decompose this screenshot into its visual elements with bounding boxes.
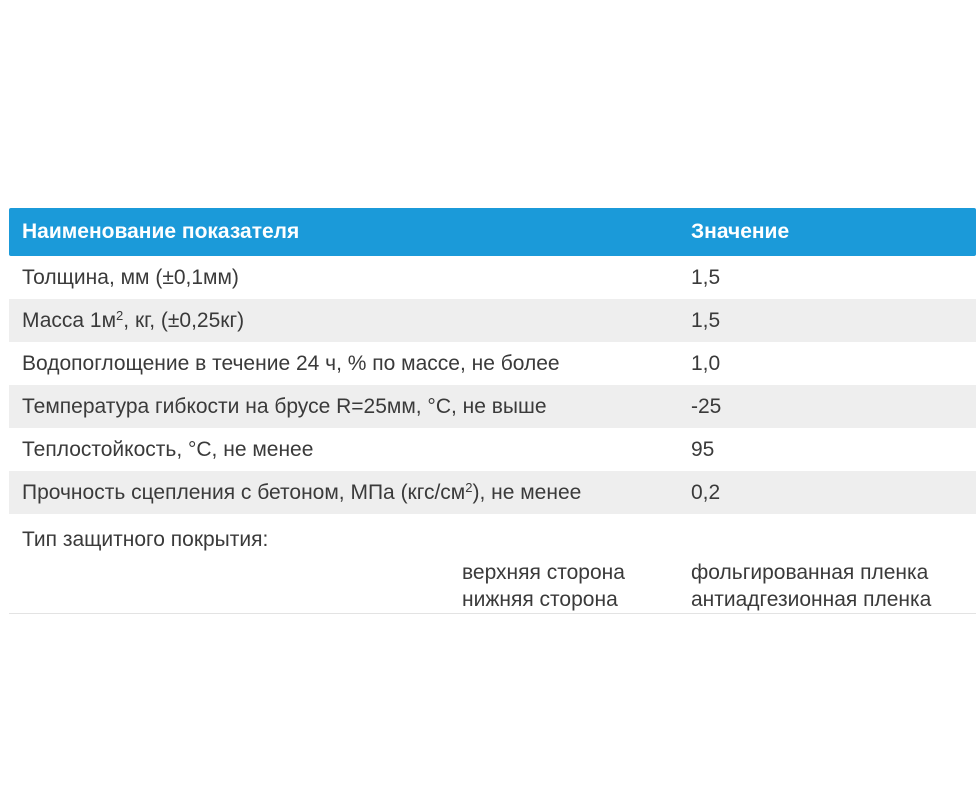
row-name-sup: 2 <box>116 307 124 323</box>
header-name: Наименование показателя <box>22 220 300 243</box>
row-value: 1,5 <box>691 265 721 289</box>
table-row-flexibility-temp <box>9 385 976 428</box>
header-value: Значение <box>691 220 790 243</box>
row-name-sup: 2 <box>465 479 473 495</box>
table-row-thickness <box>9 256 976 299</box>
row-value: 0,2 <box>691 480 721 504</box>
row-value: 1,5 <box>691 308 721 332</box>
row-name-post: , кг, (±0,25кг) <box>123 308 245 332</box>
row-name-pre: Масса 1м <box>22 308 117 332</box>
coating-title: Тип защитного покрытия: <box>22 528 269 551</box>
spec-table <box>9 208 976 614</box>
coating-side-value: фольгированная пленка <box>691 561 929 584</box>
row-value: 95 <box>691 437 715 461</box>
row-value: -25 <box>691 394 722 418</box>
coating-side-value: антиадгезионная пленка <box>691 588 932 611</box>
table-row-adhesion <box>9 471 976 514</box>
coating-side-label: верхняя сторона <box>462 561 625 584</box>
row-value: 1,0 <box>691 351 721 375</box>
table-row-coating-type <box>9 514 976 614</box>
coating-top-side <box>9 559 976 587</box>
row-name <box>9 481 678 505</box>
table-row-mass <box>9 299 976 342</box>
row-name: Температура гибкости на брусе R=25мм, °С, не выше <box>22 394 547 418</box>
coating-bottom-side <box>9 586 976 614</box>
table-row-heat-resistance <box>9 428 976 471</box>
row-name-pre: Прочность сцепления с бетоном, МПа (кгс/см <box>22 480 466 504</box>
coating-side-label: нижняя сторона <box>462 588 618 611</box>
table-header <box>9 208 976 256</box>
row-name: Теплостойкость, °С, не менее <box>22 437 314 461</box>
row-name: Водопоглощение в течение 24 ч, % по массе, не более <box>22 351 560 375</box>
table-row-water-absorption <box>9 342 976 385</box>
row-name-post: ), не менее <box>472 480 582 504</box>
row-name <box>9 309 678 333</box>
row-name: Толщина, мм (±0,1мм) <box>22 265 239 289</box>
